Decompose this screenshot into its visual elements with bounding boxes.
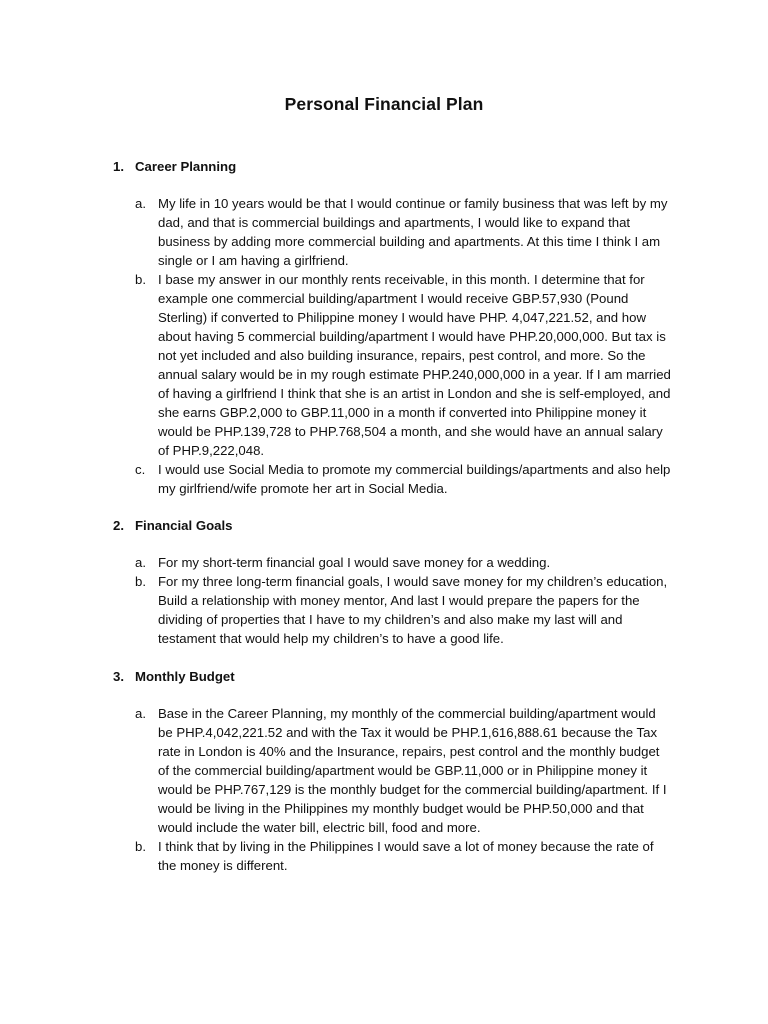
item-list [135,194,673,498]
item-letter: a. [135,196,146,211]
item-letter: a. [135,555,146,570]
item-text: My life in 10 years would be that I would continue or family business that was left by my dad, and that is commercial buildings and apartments, I would like to expand that business by adding more commercial building and apartments. At this time I think I am single or I am having a girlfriend. [158,196,668,268]
section-heading [113,157,673,176]
list-item [135,553,673,572]
section-heading [113,667,673,686]
list-item [135,704,673,837]
section-heading [113,516,673,535]
item-list [135,704,673,875]
section-title: Career Planning [135,159,237,174]
section-number: 1. [113,159,124,174]
item-text: I base my answer in our monthly rents receivable, in this month. I determine that for example one commercial building/apartment I would receive GBP.57,930 (Pound Sterling) if converted to Philippine money I would have PHP. 4,047,221.52, and how about having 5 commercial building/apartment I would have PHP.20,000,000. But tax is not yet included and also building insurance, repairs, pest control, and more. So the annual salary would be in my rough estimate PHP.240,000,000 in a year. If I am married of having a girlfriend I think that she is an artist in London and she is self-employed, and she earns GBP.2,000 to GBP.11,000 in a month if converted into Philippine money it would be PHP.139,728 to PHP.768,504 a month, and she would have an annual salary of PHP.9,222,048. [158,272,671,458]
item-text: Base in the Career Planning, my monthly of the commercial building/apartment would be PHP.4,042,221.52 and with the Tax it would be PHP.1,616,888.61 because the Tax rate in London is 40% and the Insurance, repairs, pest control and the monthly budget of the commercial building/apartment would be GBP.11,000 or in Philippine money it would be PHP.767,129 is the monthly budget for the commercial building/apartment. If I would be living in the Philippines my monthly budget would be PHP.50,000 and that would include the water bill, electric bill, food and more. [158,706,667,835]
list-item [135,837,673,875]
list-item [135,572,673,648]
section-number: 3. [113,669,124,684]
section-title: Monthly Budget [135,669,235,684]
section-financial-goals [113,516,673,648]
item-text: I think that by living in the Philippines I would save a lot of money because the rate of the money is different. [158,839,654,873]
item-text: For my three long-term financial goals, I would save money for my children’s education, Build a relationship with money mentor, And last I would prepare the papers for the dividing of properties that I have to my children’s and also make my last will and testament that would help my children’s to have a good life. [158,574,668,646]
item-letter: b. [135,272,146,287]
document-title: Personal Financial Plan [284,94,484,114]
section-career-planning [113,157,673,498]
item-list [135,553,673,648]
item-text: For my short-term financial goal I would save money for a wedding. [158,555,551,570]
list-item [135,270,673,460]
list-item [135,460,673,498]
item-letter: c. [135,462,146,477]
section-number: 2. [113,518,124,533]
section-title: Financial Goals [135,518,233,533]
item-text: I would use Social Media to promote my commercial buildings/apartments and also help my girlfriend/wife promote her art in Social Media. [158,462,671,496]
item-letter: b. [135,574,146,589]
section-monthly-budget [113,667,673,875]
item-letter: b. [135,839,146,854]
item-letter: a. [135,706,146,721]
list-item [135,194,673,270]
